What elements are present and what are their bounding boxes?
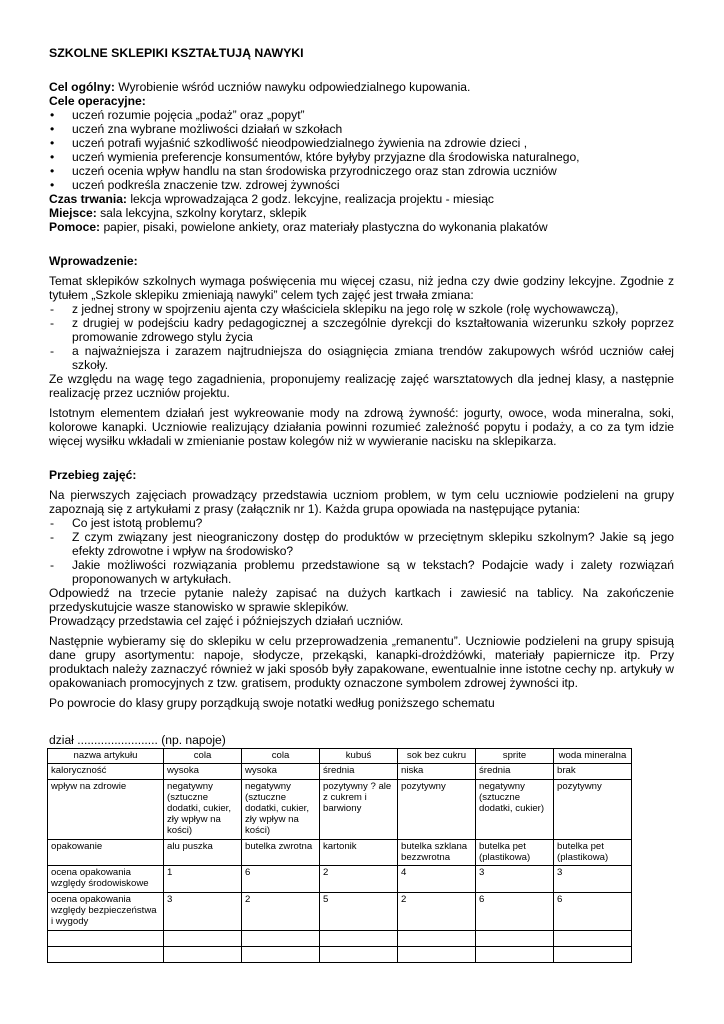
table-cell: 2 — [320, 866, 398, 893]
list-item: • uczeń ocenia wpływ handlu na stan środowiska przyrodniczego oraz stan zdrowia uczniów — [49, 164, 674, 178]
table-cell: butelka zwrotna — [242, 840, 320, 866]
table-cell: butelka pet (plastikowa) — [554, 840, 632, 866]
course-heading: Przebieg zajęć: — [49, 468, 137, 482]
table-cell: negatywny (sztuczne dodatki, cukier) — [476, 780, 554, 840]
list-item: - z drugiej w podejściu kadry pedagogicznej a szczególnie dyrekcji do kształtowania wizerunku szkoły poprzez promowanie zdrowego stylu życia — [49, 316, 674, 344]
table-row — [48, 893, 632, 931]
table-cell: 6 — [476, 893, 554, 931]
table-cell: wpływ na zdrowie — [48, 780, 164, 840]
course-paragraph-2: Odpowiedź na trzecie pytanie należy zapisać na dużych kartkach i zawiesić na tablicy. Na zakończenie przedyskutujcie wasze stanowisko w sprawie sklepików. — [49, 586, 674, 614]
table-row — [48, 866, 632, 893]
table-cell: kaloryczność — [48, 764, 164, 780]
table-cell: 2 — [398, 893, 476, 931]
list-item: - Co jest istotą problemu? — [49, 516, 674, 530]
aids: Pomoce: papier, pisaki, powielone ankiety, oraz materiały plastyczna do wykonania plakatów — [49, 220, 548, 234]
course-paragraph-1: Na pierwszych zajęciach prowadzący przedstawia uczniom problem, w tym celu uczniowie podzieleni na grupy zapoznają się z artykułami z prasy (załącznik nr 1). Każda grupa opowiada na następujące pytania: — [49, 488, 674, 516]
table-cell: 4 — [398, 866, 476, 893]
table-cell: 6 — [554, 893, 632, 931]
list-item: - Jakie możliwości rozwiązania problemu przedstawione są w tekstach? Podajcie wady i zalety rozwiązań proponowanych w artykułach. — [49, 558, 674, 586]
table-cell: 6 — [242, 866, 320, 893]
intro-paragraph-2: Ze względu na wagę tego zagadnienia, proponujemy realizację zajęć warsztatowych dla jednej klasy, a następnie realizację przez uczniów projektu. — [49, 372, 674, 400]
department-label: dział ........................ (np. napoje) — [49, 733, 226, 747]
duration: Czas trwania: lekcja wprowadzająca 2 godz. lekcyjne, realizacja projektu - miesiąc — [49, 192, 494, 206]
table-cell: negatywny (sztuczne dodatki, cukier, zły wpływ na kości) — [164, 780, 242, 840]
table-cell: opakowanie — [48, 840, 164, 866]
table-cell: butelka szklana bezzwrotna — [398, 840, 476, 866]
intro-paragraph: Temat sklepików szkolnych wymaga poświęcenia mu więcej czasu, niż jedna czy dwie godziny lekcyjne. Zgodnie z tytułem „Szkole sklepiku zmieniają nawyki” celem tych zajęć jest trwała zmiana: — [49, 274, 674, 302]
list-item: • uczeń wymienia preferencje konsumentów, które byłyby przyjazne dla środowiska naturalnego, — [49, 150, 674, 164]
table-cell: alu puszka — [164, 840, 242, 866]
table-cell: wysoka — [164, 764, 242, 780]
document-page — [49, 46, 674, 710]
table-cell: butelka pet (plastikowa) — [476, 840, 554, 866]
table-row — [48, 840, 632, 866]
operational-goals-list — [49, 108, 674, 192]
course-paragraph-4: Następnie wybieramy się do sklepiku w celu przeprowadzenia „remanentu”. Uczniowie podzieleni na grupy spisują dane grupy asortymentu: napoje, słodycze, przekąski, kanapki-drożdżówki, materiały papiernicze itp. Przy produktach należy zaznaczyć również w jaki sposób były zapakowane, ewentualnie inne istotne cechy np. artykuły w opakowaniach promocyjnych z tzw. gratisem, produkty oznaczone symbolem zdrowej żywności itp. — [49, 634, 674, 690]
table-cell: 3 — [554, 866, 632, 893]
header-cell: cola — [164, 749, 242, 764]
questions-list — [49, 516, 674, 586]
table-cell: ocena opakowania względy bezpieczeństwa i wygody — [48, 893, 164, 931]
table-cell: niska — [398, 764, 476, 780]
header-cell: kubuś — [320, 749, 398, 764]
general-goal — [49, 80, 674, 94]
list-item: - a najważniejsza i zarazem najtrudniejsza do osiągnięcia zmiana trendów zakupowych wśród uczniów całej szkoły. — [49, 344, 674, 372]
list-item: • uczeń rozumie pojęcia „podaż” oraz „popyt” — [49, 108, 674, 122]
table-cell: brak — [554, 764, 632, 780]
table-cell: kartonik — [320, 840, 398, 866]
general-goal-label: Cel ogólny: — [49, 80, 115, 94]
table-cell: pozytywny — [398, 780, 476, 840]
intro-list — [49, 302, 674, 372]
table-cell: 5 — [320, 893, 398, 931]
course-paragraph-5: Po powrocie do klasy grupy porządkują swoje notatki według poniższego schematu — [49, 696, 495, 710]
general-goal-text: Wyrobienie wśród uczniów nawyku odpowiedzialnego kupowania. — [114, 80, 471, 94]
header-cell: cola — [242, 749, 320, 764]
table-cell: ocena opakowania względy środowiskowe — [48, 866, 164, 893]
operational-goals-label: Cele operacyjne: — [49, 94, 146, 108]
document-title: SZKOLNE SKLEPIKI KSZTAŁTUJĄ NAWYKI — [49, 46, 304, 60]
header-cell: sprite — [476, 749, 554, 764]
table-row — [48, 780, 632, 840]
list-item: • uczeń podkreśla znaczenie tzw. zdrowej żywności — [49, 178, 674, 192]
table-cell: wysoka — [242, 764, 320, 780]
table-cell: pozytywny ? ale z cukrem i barwiony — [320, 780, 398, 840]
header-cell: woda mineralna — [554, 749, 632, 764]
header-cell: sok bez cukru — [398, 749, 476, 764]
table-cell: średnia — [320, 764, 398, 780]
list-item: • uczeń zna wybrane możliwości działań w szkołach — [49, 122, 674, 136]
table-cell: 2 — [242, 893, 320, 931]
intro-paragraph-3: Istotnym elementem działań jest wykreowanie mody na zdrową żywność: jogurty, owoce, woda mineralna, soki, kolorowe kanapki. Uczniowie realizujący działania powinni rozumieć zależność popytu i podaży, a co za tym idzie więcej wysiłku wkładali w zmienianie postaw kolegów niż w wywieranie nacisku na sklepikarza. — [49, 406, 674, 448]
header-cell: nazwa artykułu — [48, 749, 164, 764]
table-row-empty — [48, 947, 632, 963]
table-cell: średnia — [476, 764, 554, 780]
table-cell: 3 — [476, 866, 554, 893]
table-header-row — [48, 749, 632, 764]
table-row-empty — [48, 931, 632, 947]
list-item: - z jednej strony w spojrzeniu ajenta czy właściciela sklepiku na jego rolę w szkole (rolę wychowawczą), — [49, 302, 674, 316]
place: Miejsce: sala lekcyjna, szkolny korytarz, sklepik — [49, 206, 307, 220]
table-cell: 3 — [164, 893, 242, 931]
table-cell: negatywny (sztuczne dodatki, cukier, zły wpływ na kości) — [242, 780, 320, 840]
table-cell: 1 — [164, 866, 242, 893]
table-cell: pozytywny — [554, 780, 632, 840]
course-paragraph-3: Prowadzący przedstawia cel zajęć i późniejszych działań uczniów. — [49, 614, 404, 628]
intro-heading: Wprowadzenie: — [49, 254, 138, 268]
table-row — [48, 764, 632, 780]
list-item: • uczeń potrafi wyjaśnić szkodliwość nieodpowiedzialnego żywienia na zdrowie dzieci , — [49, 136, 674, 150]
list-item: - Z czym związany jest nieograniczony dostęp do produktów w przeciętnym sklepiku szkolnym? Jakie są jego efekty zdrowotne i wpływ na środowisko? — [49, 530, 674, 558]
product-table — [47, 748, 632, 963]
